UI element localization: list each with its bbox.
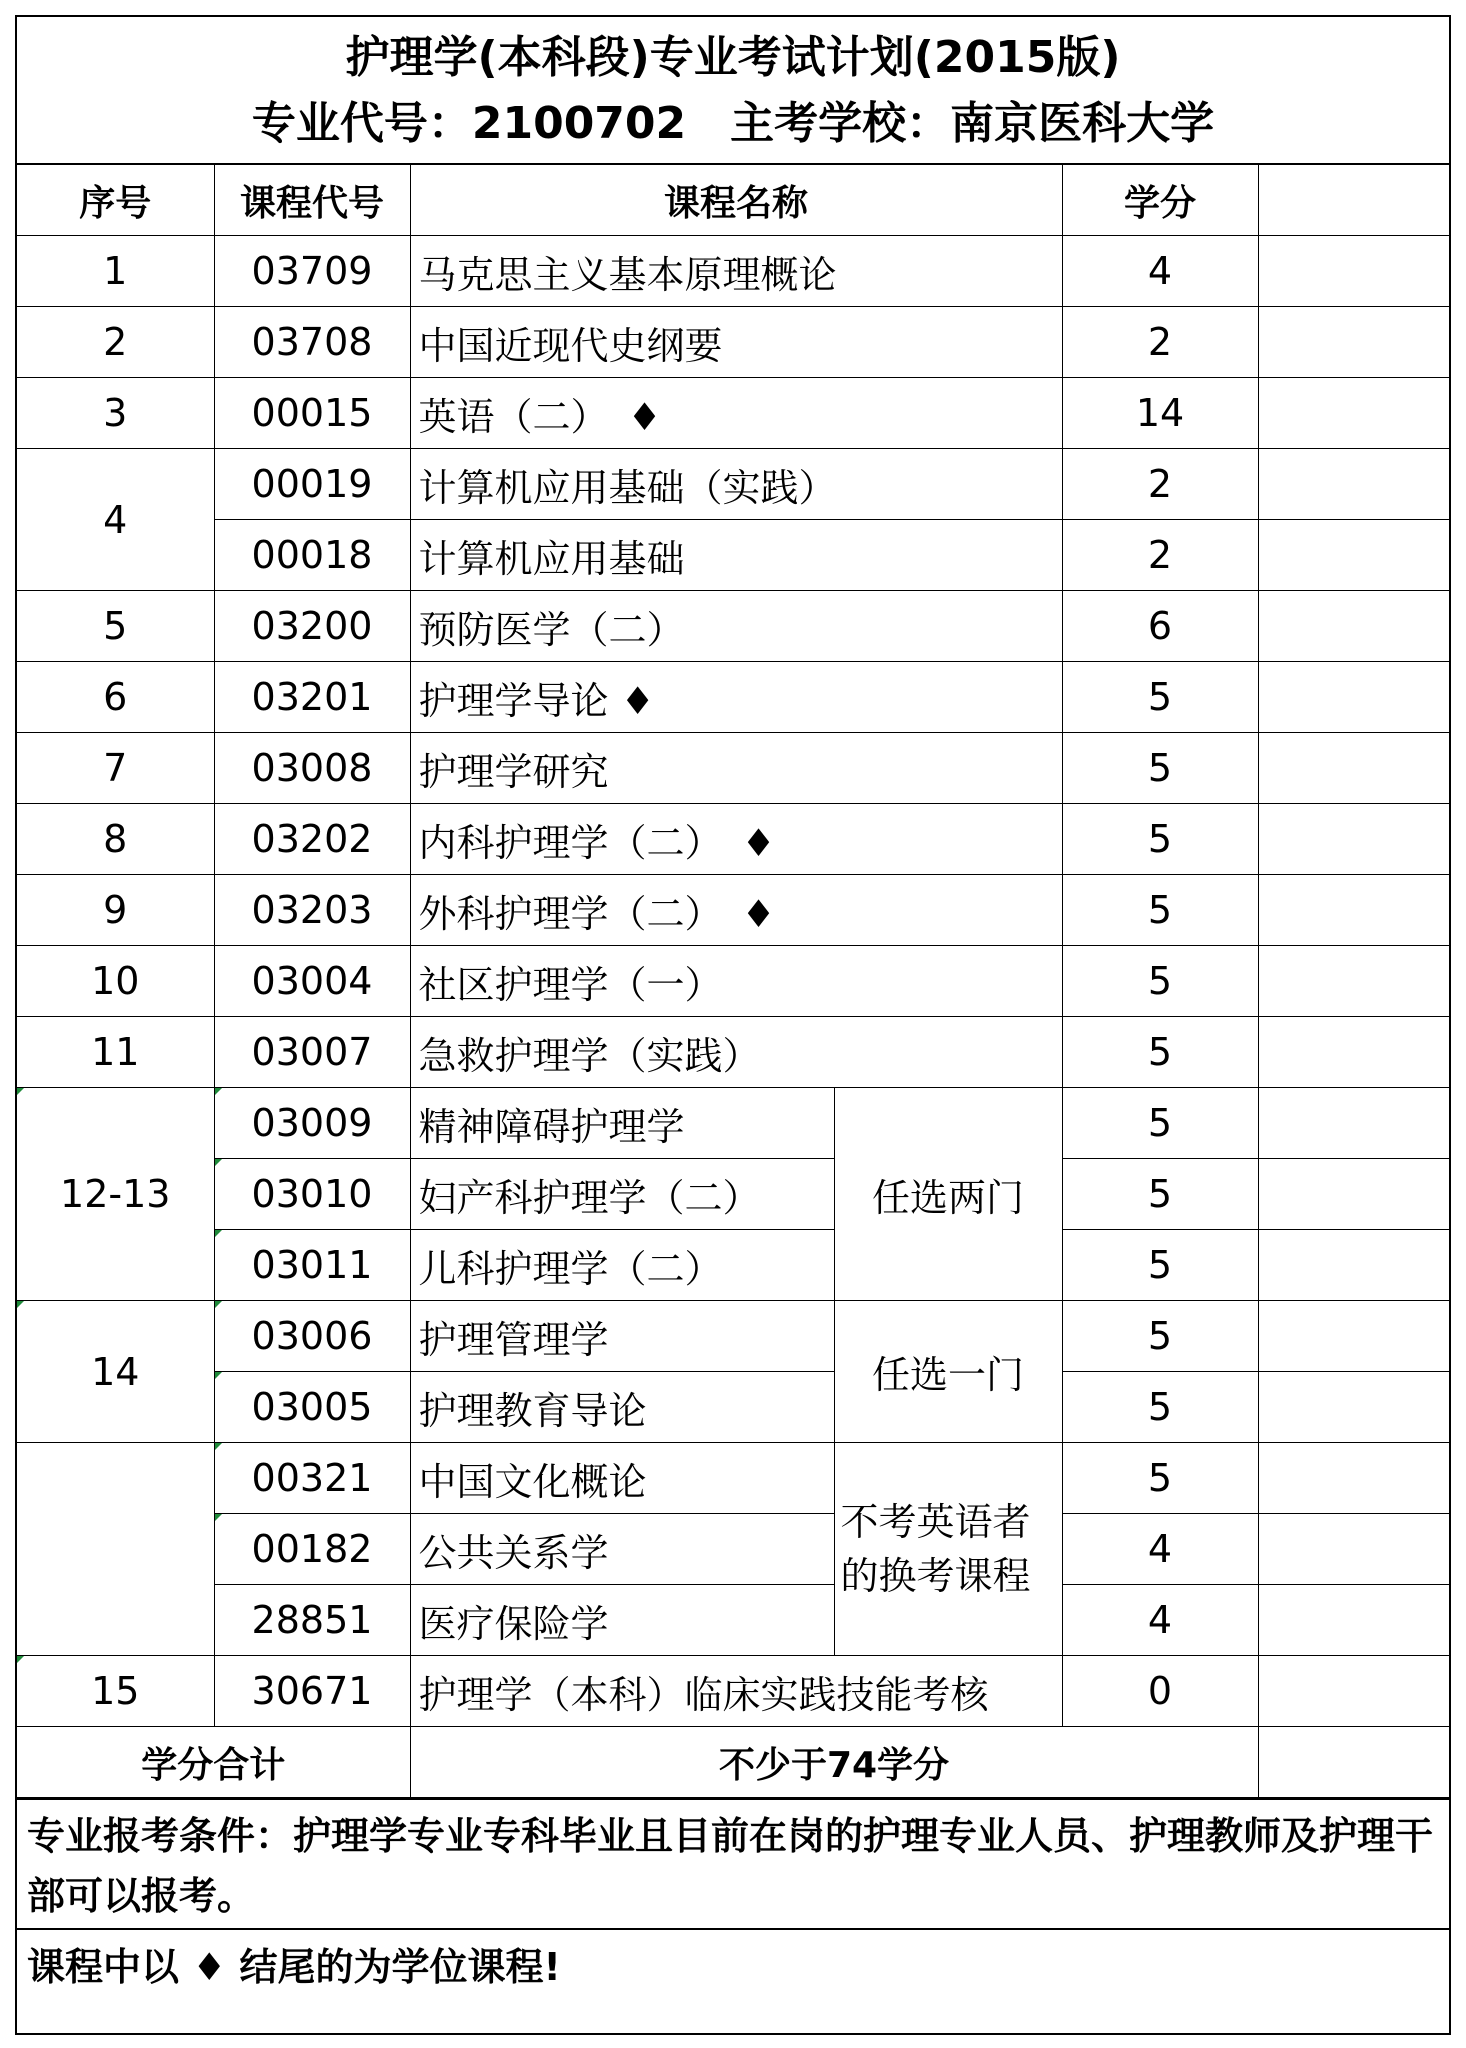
sheet-header <box>17 17 1449 165</box>
row-seq: 10 <box>17 946 214 1017</box>
row-credit: 5 <box>1062 1301 1258 1372</box>
row-name: 护理学（本科）临床实践技能考核 <box>410 1656 1062 1727</box>
row-blank <box>1258 733 1449 804</box>
table-header-row <box>17 165 1449 236</box>
plan-subtitle <box>17 91 1449 157</box>
table-row <box>17 1159 1449 1230</box>
row-name: 计算机应用基础（实践） <box>410 449 1062 520</box>
row-name: 公共关系学 <box>410 1514 834 1585</box>
table-row <box>17 1514 1449 1585</box>
row-blank <box>1258 236 1449 307</box>
row-credit: 5 <box>1062 946 1258 1017</box>
row-seq: 6 <box>17 662 214 733</box>
table-row <box>17 662 1449 733</box>
row-name: 妇产科护理学（二） <box>410 1159 834 1230</box>
row-seq: 14 <box>17 1301 214 1443</box>
col-header-name: 课程名称 <box>410 165 1062 236</box>
row-code: 03709 <box>214 236 410 307</box>
row-blank <box>1258 1656 1449 1727</box>
row-code: 00018 <box>214 520 410 591</box>
row-name: 护理学导论 ♦ <box>410 662 1062 733</box>
row-blank <box>1258 1514 1449 1585</box>
row-code: 03010 <box>214 1159 410 1230</box>
table-row <box>17 449 1449 520</box>
row-seq: 5 <box>17 591 214 662</box>
table-row <box>17 804 1449 875</box>
row-credit: 2 <box>1062 307 1258 378</box>
row-credit: 0 <box>1062 1656 1258 1727</box>
row-blank <box>1258 1727 1449 1798</box>
table-row <box>17 1230 1449 1301</box>
row-name: 护理教育导论 <box>410 1372 834 1443</box>
table-row <box>17 236 1449 307</box>
col-header-seq: 序号 <box>17 165 214 236</box>
row-blank <box>1258 1088 1449 1159</box>
total-label: 学分合计 <box>17 1727 410 1798</box>
school-name: 南京医科大学 <box>950 98 1215 149</box>
row-seq: 9 <box>17 875 214 946</box>
group-note-replacement: 不考英语者的换考课程 <box>834 1443 1062 1656</box>
row-code: 03006 <box>214 1301 410 1372</box>
exam-plan-sheet <box>15 15 1451 2035</box>
course-table <box>17 165 1449 1798</box>
row-code: 00019 <box>214 449 410 520</box>
row-seq: 2 <box>17 307 214 378</box>
major-code-label: 专业代号： <box>251 98 472 149</box>
table-row <box>17 378 1449 449</box>
total-row <box>17 1727 1449 1798</box>
row-code: 03200 <box>214 591 410 662</box>
row-credit: 4 <box>1062 236 1258 307</box>
row-name: 英语（二） ♦ <box>410 378 1062 449</box>
row-name: 马克思主义基本原理概论 <box>410 236 1062 307</box>
row-code: 00182 <box>214 1514 410 1585</box>
row-blank <box>1258 1372 1449 1443</box>
row-blank <box>1258 1017 1449 1088</box>
row-seq: 1 <box>17 236 214 307</box>
row-seq <box>17 1443 214 1656</box>
admission-condition: 专业报考条件：护理学专业专科毕业且目前在岗的护理专业人员、护理教师及护理干部可以报考。 <box>17 1798 1449 1928</box>
row-code: 03202 <box>214 804 410 875</box>
row-code: 03005 <box>214 1372 410 1443</box>
row-code: 03008 <box>214 733 410 804</box>
row-blank <box>1258 875 1449 946</box>
row-seq: 7 <box>17 733 214 804</box>
row-blank <box>1258 1230 1449 1301</box>
row-blank <box>1258 804 1449 875</box>
row-credit: 4 <box>1062 1585 1258 1656</box>
row-blank <box>1258 1585 1449 1656</box>
row-blank <box>1258 378 1449 449</box>
row-blank <box>1258 662 1449 733</box>
row-credit: 5 <box>1062 1372 1258 1443</box>
table-row <box>17 1301 1449 1372</box>
row-credit: 5 <box>1062 804 1258 875</box>
row-name: 医疗保险学 <box>410 1585 834 1656</box>
table-row <box>17 1372 1449 1443</box>
row-credit: 6 <box>1062 591 1258 662</box>
row-blank <box>1258 1443 1449 1514</box>
row-credit: 2 <box>1062 449 1258 520</box>
table-row <box>17 733 1449 804</box>
row-seq: 8 <box>17 804 214 875</box>
row-seq: 11 <box>17 1017 214 1088</box>
col-header-credit: 学分 <box>1062 165 1258 236</box>
row-code: 30671 <box>214 1656 410 1727</box>
row-name: 护理学研究 <box>410 733 1062 804</box>
row-seq: 3 <box>17 378 214 449</box>
row-credit: 2 <box>1062 520 1258 591</box>
row-code: 03203 <box>214 875 410 946</box>
table-row <box>17 946 1449 1017</box>
row-name: 中国文化概论 <box>410 1443 834 1514</box>
row-name: 护理管理学 <box>410 1301 834 1372</box>
row-name: 外科护理学（二） ♦ <box>410 875 1062 946</box>
school-label: 主考学校： <box>730 98 951 149</box>
plan-title: 护理学(本科段)专业考试计划(2015版) <box>345 32 1121 83</box>
table-row <box>17 591 1449 662</box>
row-name: 内科护理学（二） ♦ <box>410 804 1062 875</box>
row-name: 预防医学（二） <box>410 591 1062 662</box>
row-credit: 5 <box>1062 1443 1258 1514</box>
group-note-elective-one: 任选一门 <box>834 1301 1062 1443</box>
row-code: 03009 <box>214 1088 410 1159</box>
row-name: 精神障碍护理学 <box>410 1088 834 1159</box>
row-code: 03708 <box>214 307 410 378</box>
row-credit: 5 <box>1062 1159 1258 1230</box>
row-credit: 14 <box>1062 378 1258 449</box>
row-credit: 5 <box>1062 1230 1258 1301</box>
total-value: 不少于74学分 <box>410 1727 1258 1798</box>
col-header-blank <box>1258 165 1449 236</box>
row-credit: 5 <box>1062 662 1258 733</box>
row-name: 中国近现代史纲要 <box>410 307 1062 378</box>
degree-course-note: 课程中以 ♦ 结尾的为学位课程! <box>17 1928 1449 2004</box>
row-name: 社区护理学（一） <box>410 946 1062 1017</box>
table-row <box>17 520 1449 591</box>
row-blank <box>1258 1159 1449 1230</box>
row-code: 03201 <box>214 662 410 733</box>
row-credit: 5 <box>1062 1088 1258 1159</box>
row-blank <box>1258 520 1449 591</box>
row-name: 儿科护理学（二） <box>410 1230 834 1301</box>
row-code: 00321 <box>214 1443 410 1514</box>
row-seq: 12-13 <box>17 1088 214 1301</box>
row-blank <box>1258 591 1449 662</box>
table-row <box>17 875 1449 946</box>
table-row <box>17 307 1449 378</box>
col-header-code: 课程代号 <box>214 165 410 236</box>
table-row <box>17 1017 1449 1088</box>
row-code: 00015 <box>214 378 410 449</box>
row-name: 急救护理学（实践） <box>410 1017 1062 1088</box>
row-blank <box>1258 449 1449 520</box>
row-seq: 15 <box>17 1656 214 1727</box>
row-blank <box>1258 307 1449 378</box>
row-credit: 4 <box>1062 1514 1258 1585</box>
row-credit: 5 <box>1062 733 1258 804</box>
row-code: 03011 <box>214 1230 410 1301</box>
row-blank <box>1258 1301 1449 1372</box>
table-row <box>17 1585 1449 1656</box>
row-credit: 5 <box>1062 1017 1258 1088</box>
table-row <box>17 1088 1449 1159</box>
row-seq: 4 <box>17 449 214 591</box>
row-blank <box>1258 946 1449 1017</box>
group-note-elective-two: 任选两门 <box>834 1088 1062 1301</box>
row-code: 03004 <box>214 946 410 1017</box>
table-row <box>17 1443 1449 1514</box>
row-code: 28851 <box>214 1585 410 1656</box>
row-credit: 5 <box>1062 875 1258 946</box>
table-row <box>17 1656 1449 1727</box>
major-code: 2100702 <box>471 98 687 149</box>
row-code: 03007 <box>214 1017 410 1088</box>
row-name: 计算机应用基础 <box>410 520 1062 591</box>
